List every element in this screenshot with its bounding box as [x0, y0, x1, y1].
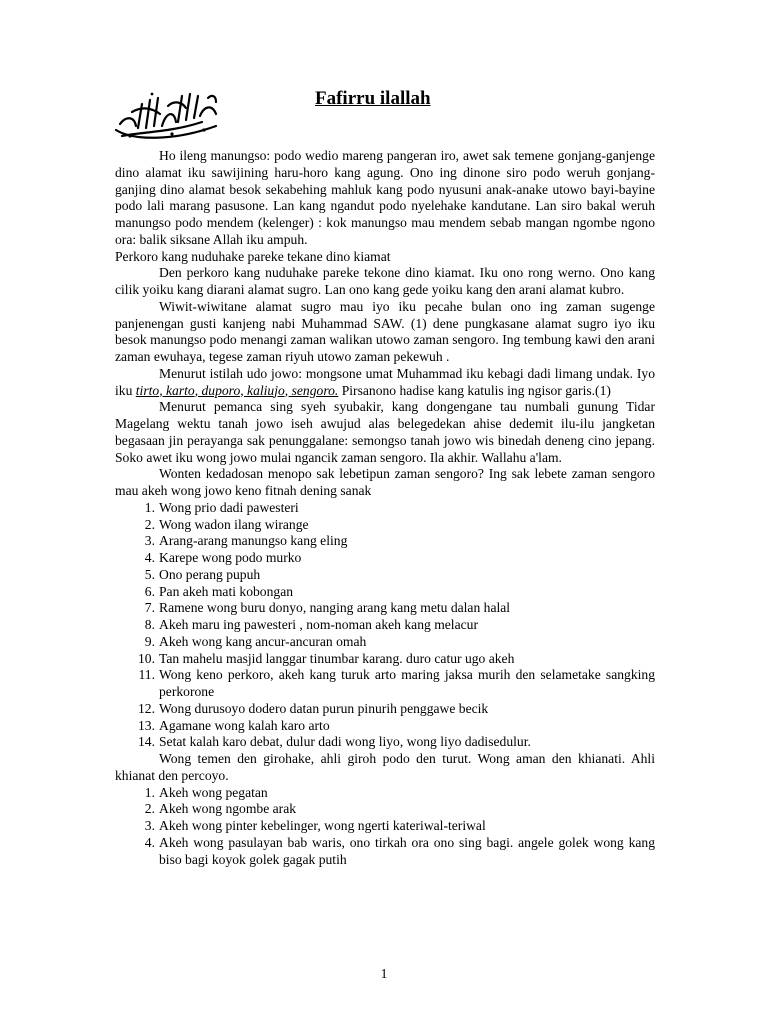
- list-item-text: Wong wadon ilang wirange: [159, 516, 309, 532]
- list-number: 1.: [144, 499, 155, 515]
- list-item: [115, 567, 655, 584]
- paragraph: Ho ileng manungso: podo wedio mareng pangeran iro, awet sak temene gonjang-ganjenge dino alamat iku sawijining haru-horo kang agung. Ono ing dinone siro podo weruh gonjang-ganjing dino alamat besok sekabehing mahluk kang podo nyusuni anak-anake utowo bayi-bayine podo lali marang pasusone. Lan kang ngandut podo nyelehake kandutane. Lan siro bakal weruh manungso podo mendem (kelenger) : kok manungso mau mendem sebab mangan ngombe ngono ora: balik siksane Allah iku ampuh.: [115, 148, 655, 247]
- list-item-text: Akeh wong pinter kebelinger, wong ngerti kateriwal-teriwal: [159, 818, 486, 833]
- list-number: 6.: [144, 583, 155, 599]
- list-item-text: Akeh wong pegatan: [159, 784, 268, 800]
- page-number: 1: [380, 966, 388, 981]
- list-item-text: Wong durusoyo dodero datan purun pinurih penggawe becik: [159, 700, 489, 716]
- list-item: [115, 651, 655, 668]
- list-number: 13.: [138, 717, 155, 733]
- list-number: 8.: [144, 617, 155, 632]
- list-item-text: Akeh wong kang ancur-ancuran omah: [159, 633, 367, 649]
- list-item-text: Akeh maru ing pawesteri , nom-noman akeh kang melacur: [159, 617, 478, 632]
- list-item: [115, 550, 655, 567]
- list-item: [115, 533, 655, 550]
- list-number: 2.: [144, 516, 155, 532]
- list-number: 1.: [144, 784, 155, 800]
- paragraph: Den perkoro kang nuduhake pareke tekone dino kiamat. Iku ono rong werno. Ono kang cilik yoiku kang diarani alamat sugro. Lan ono kang gede yoiku kang den arani alamat kubro.: [115, 265, 655, 297]
- list-item-text: Ramene wong buru donyo, nanging arang kang metu dalan halal: [159, 600, 511, 616]
- section-heading: Perkoro kang nuduhake pareke tekane dino kiamat: [115, 248, 391, 264]
- list-item: [115, 667, 655, 701]
- document-body: [115, 148, 655, 868]
- list-number: 2.: [144, 801, 155, 817]
- list-item: [115, 801, 655, 818]
- list-number: 4.: [144, 834, 155, 850]
- list-item: [115, 584, 655, 601]
- paragraph: [115, 366, 655, 400]
- paragraph-text: Pirsanono hadise kang katulis ing ngisor garis.(1): [338, 382, 611, 398]
- list-item: [115, 701, 655, 718]
- list-number: 4.: [144, 550, 155, 565]
- list-item: [115, 734, 655, 751]
- list-number: 5.: [144, 566, 155, 582]
- list-item: [115, 785, 655, 802]
- numbered-list: [115, 785, 655, 869]
- list-item-text: Setat kalah karo debat, dulur dadi wong liyo, wong liyo dadisedulur.: [159, 734, 531, 750]
- list-item-text: Karepe wong podo murko: [159, 550, 302, 565]
- list-item-text: Tan mahelu masjid langgar tinumbar karang. duro catur ugo akeh: [159, 650, 515, 666]
- underlined-text: tirto, karto, duporo, kaliujo, sengoro.: [135, 382, 339, 398]
- list-number: 7.: [144, 600, 155, 616]
- list-number: 9.: [144, 633, 155, 649]
- list-item: [115, 500, 655, 517]
- list-number: 10.: [138, 650, 155, 666]
- paragraph: Wiwit-wiwitane alamat sugro mau iyo iku pecahe bulan ono ing zaman sugenge panjenengan gusti kanjeng nabi Muhammad SAW. (1) dene pungkasane alamat sugro iyo iku besok manungso podo menangi zaman walikan utowo zaman sengoro. Ing tembung kawi den arani zaman ewuhaya, tegese zaman riyuh utowo zaman pekewuh .: [115, 298, 655, 364]
- list-item: [115, 600, 655, 617]
- list-item: [115, 617, 655, 634]
- list-item-text: Pan akeh mati kobongan: [159, 583, 294, 599]
- list-number: 3.: [144, 818, 155, 833]
- list-number: 12.: [138, 700, 155, 716]
- numbered-list: [115, 500, 655, 751]
- page-title: Fafirru ilallah: [315, 88, 431, 109]
- list-item: [115, 634, 655, 651]
- list-item-text: Akeh wong ngombe arak: [159, 801, 297, 817]
- list-item-text: Arang-arang manungso kang eling: [159, 533, 348, 549]
- list-item-text: Wong keno perkoro, akeh kang turuk arto maring jaksa murih den selametake sangking perkorone: [159, 667, 655, 699]
- paragraph-text: Menurut istilah udo jowo: mongsone umat Muhammad iku kebagi dadi limang undak. Iyo iku: [115, 365, 655, 398]
- list-item: [115, 818, 655, 835]
- paragraph: Wong temen den girohake, ahli giroh podo den turut. Wong aman den khianati. Ahli khianat den percoyo.: [115, 751, 655, 783]
- list-item-text: Ono perang pupuh: [159, 566, 261, 582]
- list-number: 3.: [144, 533, 155, 549]
- paragraph: Menurut pemanca sing syeh syubakir, kang dongengane tau numbali gunung Tidar Magelang wektu tanah jowo iseh awujud alas belegedekan ahise dedemit ilu-ilu jangketan begasaan jin perayanga sak penunggalane: semongso tanah jowo wis binedah deneng cino jepang. Soko awet iku wong jowo mulai ngancik zaman sengoro. Ila akhir. Wallahu a'lam.: [115, 399, 655, 465]
- list-item-text: Agamane wong kalah karo arto: [159, 717, 330, 733]
- list-item-text: Akeh wong pasulayan bab waris, ono tirkah ora ono sing bagi. angele golek wong kang biso bagi koyok golek gagak putih: [159, 834, 655, 867]
- list-number: 14.: [138, 734, 155, 750]
- list-item: [115, 835, 655, 869]
- list-item: [115, 718, 655, 735]
- list-number: 11.: [138, 667, 155, 683]
- list-item: [115, 517, 655, 534]
- list-item-text: Wong prio dadi pawesteri: [159, 499, 299, 515]
- paragraph: Wonten kedadosan menopo sak lebetipun zaman sengoro? Ing sak lebete zaman sengoro mau akeh wong jowo keno fitnah dening sanak: [115, 466, 655, 498]
- bismillah-calligraphy-icon: [112, 86, 222, 144]
